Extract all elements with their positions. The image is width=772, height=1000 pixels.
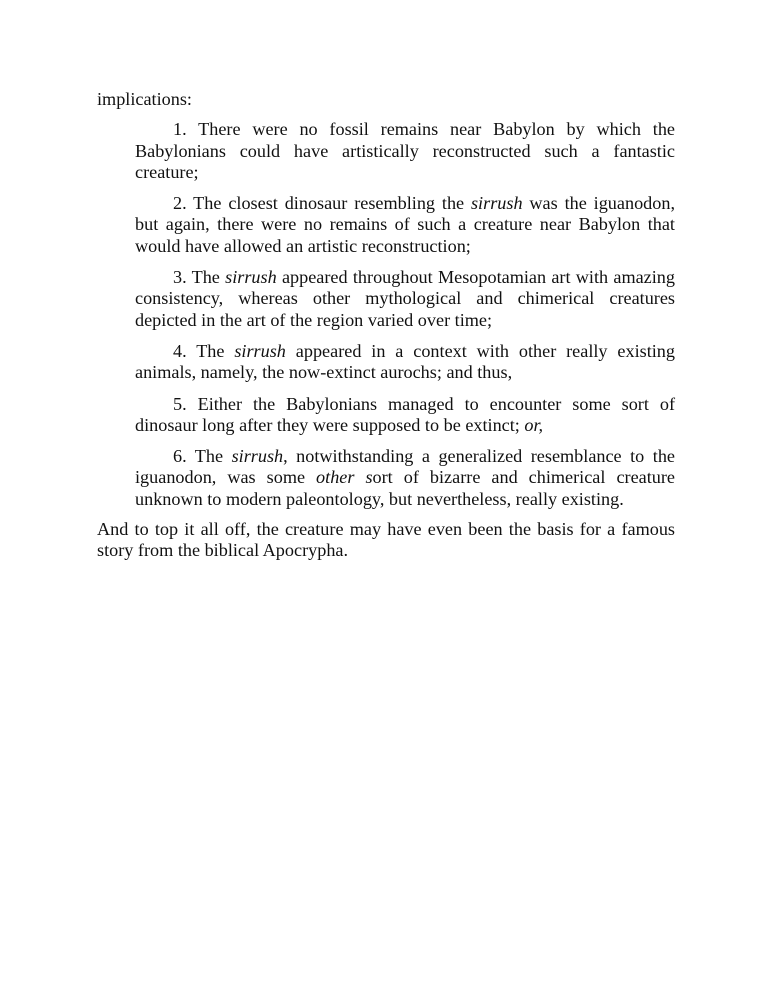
item-text: , notwithstanding a generalized resemblance to the iguanodon, was some [135,446,675,488]
list-item [135,341,675,384]
item-text: ort of bizarre and chimerical creature unknown to modern paleontology, but nevertheless, really existing. [135,467,675,509]
closing-paragraph: And to top it all off, the creature may have even been the basis for a famous story from the biblical Apocrypha. [97,519,675,561]
item-text: appeared in a context with other really existing animals, namely, the now-extinct aurochs; and thus, [135,340,675,383]
item-text: 6. The [173,446,232,467]
item-italic-text: other s [316,467,373,488]
item-text: 3. The [173,267,226,288]
item-text: 4. The [173,340,235,361]
page-body [97,89,675,562]
item-italic-text: sirrush [231,446,284,467]
list-item [135,394,675,437]
list-item [135,193,675,257]
item-text: 1. There were no fossil remains near Babylon by which the Babylonians could have artistically reconstructed such a fantastic creature; [135,119,675,182]
list-item [135,446,675,510]
item-italic-text: sirrush [470,193,523,214]
item-italic-text: or, [524,414,544,435]
item-text: was the iguanodon, but again, there were no remains of such a creature near Babylon that would have allowed an artistic reconstruction; [135,193,675,256]
item-italic-text: sirrush [225,267,277,288]
item-text: 2. The closest dinosaur resembling the [173,193,471,214]
item-text: appeared throughout Mesopotamian art with amazing consistency, whereas other mythological and chimerical creatures depicted in the art of the region varied over time; [135,267,675,330]
item-text: 5. Either the Babylonians managed to encounter some sort of dinosaur long after they were supposed to be extinct; [135,393,675,435]
list-item [135,267,675,331]
list-item [135,119,675,183]
item-italic-text: sirrush [234,340,286,361]
numbered-list [135,119,675,510]
lead-line: implications: [97,89,192,109]
